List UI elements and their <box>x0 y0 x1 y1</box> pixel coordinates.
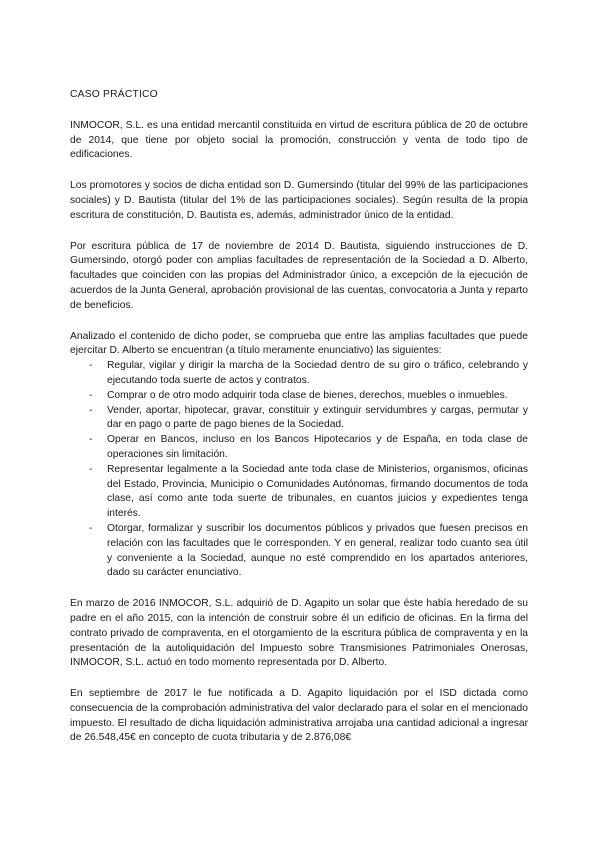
list-item-text: Vender, aportar, hipotecar, gravar, constituir y extinguir servidumbres y cargas, permutar y dar en pago o parte de pago bienes de la Sociedad. <box>107 404 528 431</box>
list-item-text: Representar legalmente a la Sociedad ante toda clase de Ministerios, organismos, oficinas del Estado, Provincia, Municipio o Comunidades Autónomas, firmando documentos de toda clase, así como ante toda suerte de tribunales, en cuantos juicios y expedientes tenga interés. <box>107 463 528 520</box>
list-item <box>70 389 528 404</box>
list-item-text: Regular, vigilar y dirigir la marcha de la Sociedad dentro de su giro o tráfico, celebrando y ejecutando toda suerte de actos y contratos. <box>107 360 528 386</box>
paragraph-list-intro: Analizado el contenido de dicho poder, se comprueba que entre las amplias facultades que puede ejercitar D. Alberto se encuentran (a título meramente enunciativo) las siguientes: <box>70 330 528 357</box>
bullet-dash: - <box>89 522 93 534</box>
list-item <box>70 433 528 463</box>
bullet-dash: - <box>89 434 93 446</box>
list-item <box>70 463 528 522</box>
facultades-list <box>70 359 528 581</box>
list-item-text: Comprar o de otro modo adquirir toda clase de bienes, derechos, muebles o inmuebles. <box>107 389 508 401</box>
paragraph-acquisition: En marzo de 2016 INMOCOR, S.L. adquirió de D. Agapito un solar que éste había heredado de su padre en el año 2015, con la intención de construir sobre él un edificio de oficinas. En la firma del contrato privado de compraventa, en el otorgamiento de la escritura pública de compraventa y en la presentación de la autoliquidación del Impuesto sobre Transmisiones Patrimoniales Onerosas, INMOCOR, S.L. actuó en todo momento representada por D. Alberto. <box>70 598 528 669</box>
bullet-dash: - <box>89 389 93 401</box>
list-item <box>70 404 528 434</box>
page-title: CASO PRÁCTICO <box>70 89 158 100</box>
paragraph-power-of-attorney: Por escritura pública de 17 de noviembre de 2014 D. Bautista, siguiendo instrucciones de D. Gumersindo, otorgó poder con amplias facultades de representación de la Sociedad a D. Alberto, facultades que coinciden con las propias del Administrador único, a excepción de la ejecución de acuerdos de la Junta General, aprobación provisional de las cuentas, convocatoria a Junta y reparto de beneficios. <box>70 240 528 311</box>
bullet-dash: - <box>89 360 93 372</box>
paragraph-entity: INMOCOR, S.L. es una entidad mercantil constituida en virtud de escritura pública de 20 de octubre de 2014, que tiene por objeto social la promoción, construcción y venta de todo tipo de edificaciones. <box>70 119 528 161</box>
list-item <box>70 359 528 389</box>
list-item-text: Otorgar, formalizar y suscribir los documentos públicos y privados que fuesen precisos en relación con las facultades que le corresponden. Y en general, realizar todo cuanto sea útil y conveniente a la Sociedad, aunque no esté comprendido en los apartados anteriores, dado su carácter enunciativo. <box>107 522 528 579</box>
bullet-dash: - <box>89 463 93 475</box>
paragraph-partners: Los promotores y socios de dicha entidad son D. Gumersindo (titular del 99% de las participaciones sociales) y D. Bautista (titular del 1% de las participaciones sociales). Según resulta de la propia escritura de constitución, D. Bautista es, además, administrador único de la entidad. <box>70 180 528 221</box>
paragraph-liquidation: En septiembre de 2017 le fue notificada a D. Agapito liquidación por el ISD dictada como consecuencia de la comprobación administrativa del valor declarado para el solar en el mencionado impuesto. El resultado de dicha liquidación administrativa arrojaba una cantidad adicional a ingresar de 26.548,45€ en concepto de cuota tributaria y de 2.876,08€ <box>70 688 528 744</box>
list-item-text: Operar en Bancos, incluso en los Bancos Hipotecarios y de España, en toda clase de operaciones sin limitación. <box>107 434 528 460</box>
document-body <box>70 88 528 746</box>
bullet-dash: - <box>89 404 93 416</box>
list-item <box>70 522 528 581</box>
